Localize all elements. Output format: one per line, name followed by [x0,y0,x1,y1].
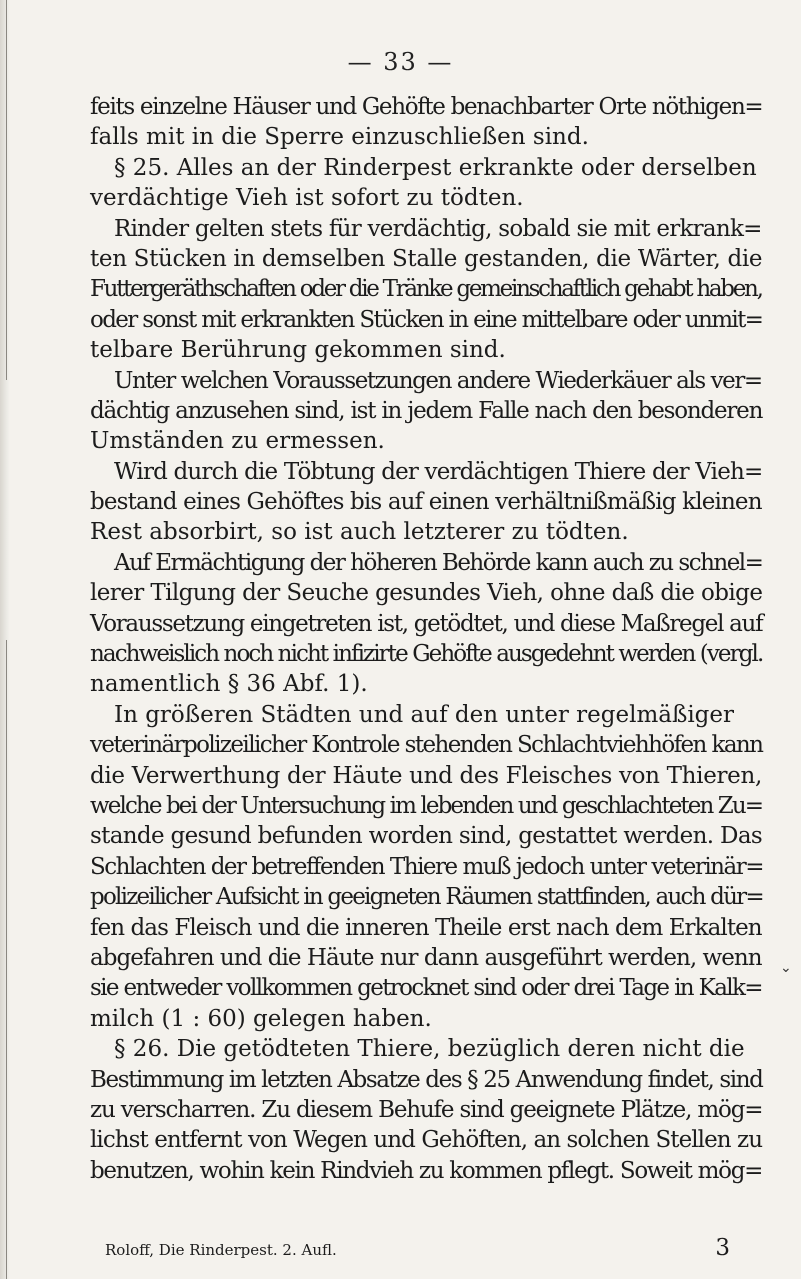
text-line: Wird durch die Töbtung der verdächtigen Thiere der Vieh= [114,458,763,485]
text-line: zu verscharren. Zu diesem Behufe sind geeignete Plätze, mög= [90,1096,763,1123]
footer-imprint: Roloff, Die Rinderpest. 2. Aufl. [105,1241,337,1259]
text-line: Bestimmung im letzten Absatze des § 25 Anwendung findet, sind [90,1066,763,1093]
text-line: abgefahren und die Häute nur dann ausgeführt werden, wenn [90,944,762,971]
text-line: dächtig anzusehen sind, ist in jedem Falle nach den besonderen [90,397,763,424]
text-line: ten Stücken in demselben Stalle gestanden, die Wärter, die [90,245,763,272]
text-line: § 26. Die getödteten Thiere, bezüglich deren nicht die [114,1036,745,1063]
text-line: Auf Ermächtigung der höheren Behörde kann auch zu schnel= [114,549,763,576]
text-line: Rinder gelten stets für verdächtig, sobald sie mit erkrank= [114,215,762,242]
text-line: Futtergeräthschaften oder die Tränke gemeinschaftlich gehabt haben, [90,276,762,303]
signature-mark: 3 [715,1235,730,1261]
body-text [90,92,762,1186]
text-line: Voraussetzung eingetreten ist, getödtet, und diese Maßregel auf [90,610,763,637]
text-line: Unter welchen Voraussetzungen andere Wiederkäuer als ver= [114,367,762,394]
text-line: namentlich § 36 Abf. 1). [90,671,368,698]
text-line: Rest absorbirt, so ist auch letzterer zu tödten. [90,519,629,546]
text-line: sie entweder vollkommen getrocknet sind oder drei Tage in Kalk= [90,975,762,1002]
text-line: veterinärpolizeilicher Kontrole stehenden Schlachtviehhöfen kann [90,732,763,759]
text-line: lichst entfernt von Wegen und Gehöften, an solchen Stellen zu [90,1127,763,1154]
text-line: welche bei der Untersuchung im lebenden und geschlachteten Zu= [90,792,763,819]
page-binding-edge [0,0,10,1279]
text-line: die Verwerthung der Häute und des Fleisches von Thieren, [90,762,762,789]
text-line: oder sonst mit erkrankten Stücken in eine mittelbare oder unmit= [90,306,763,333]
text-line: nachweislich noch nicht infizirte Gehöfte ausgedehnt werden (vergl. [90,641,763,668]
text-line: Schlachten der betreffenden Thiere muß jedoch unter veterinär= [90,853,763,880]
text-line: falls mit in die Sperre einzuschließen sind. [90,124,589,151]
page-number: — 33 — [347,48,454,76]
text-line: bestand eines Gehöftes bis auf einen verhältnißmäßig kleinen [90,489,762,516]
text-line: stande gesund befunden worden sind, gestattet werden. Das [90,823,763,850]
text-line: fen das Fleisch und die inneren Theile erst nach dem Erkalten [90,914,762,941]
text-line: telbare Berührung gekommen sind. [90,337,506,364]
text-line: milch (1 : 60) gelegen haben. [90,1005,432,1032]
text-line: polizeilicher Aufsicht in geeigneten Räumen stattfinden, auch dür= [90,884,763,911]
page-footer [105,1235,730,1261]
text-line: benutzen, wohin kein Rindvieh zu kommen pflegt. Soweit mög= [90,1157,763,1184]
text-line: § 25. Alles an der Rinderpest erkrankte oder derselben [114,154,757,181]
text-line: Umständen zu ermessen. [90,428,385,455]
text-line: lerer Tilgung der Seuche gesundes Vieh, ohne daß die obige [90,580,763,607]
margin-mark: ⌄ [780,960,792,976]
text-line: In größeren Städten und auf den unter regelmäßiger [114,701,735,728]
text-line: feits einzelne Häuser und Gehöfte benachbarter Orte nöthigen= [90,94,763,120]
text-line: verdächtige Vieh ist sofort zu tödten. [90,185,524,212]
